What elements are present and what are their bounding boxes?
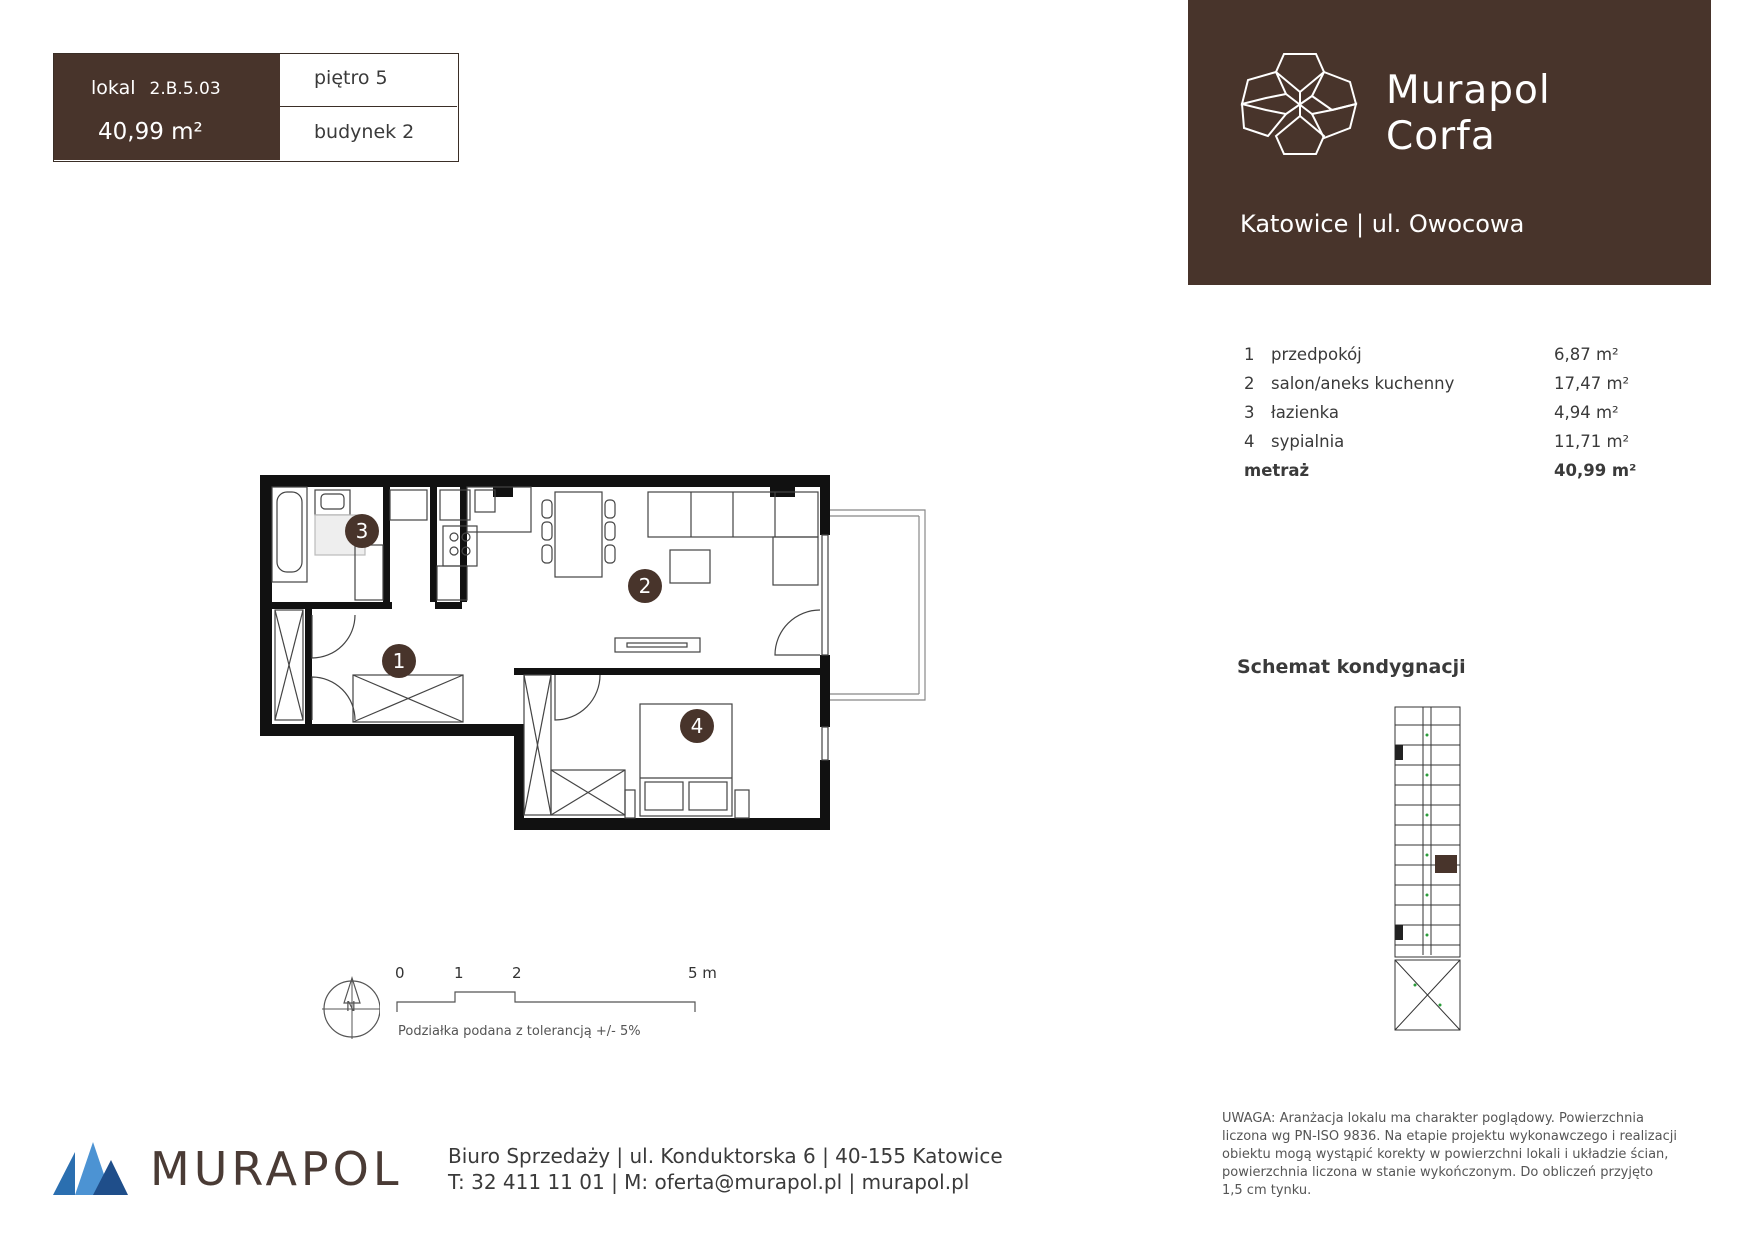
balcony (830, 510, 925, 700)
total-area: 40,99 m² (1554, 461, 1637, 480)
room-number: 2 (1244, 374, 1255, 393)
brand-name (1386, 68, 1551, 160)
room-name: sypialnia (1271, 432, 1345, 451)
scale-tick-0: 0 (395, 964, 405, 982)
room-number: 1 (1244, 345, 1255, 364)
room-area: 4,94 m² (1554, 403, 1619, 422)
room-row (1244, 345, 1644, 374)
schema-title: Schemat kondygnacji (1237, 656, 1466, 678)
room-number: 3 (1244, 403, 1255, 422)
room-number: 4 (1244, 432, 1255, 451)
brand-location: Katowice | ul. Owocowa (1240, 210, 1525, 238)
room-row (1244, 432, 1644, 461)
lokal-id: 2.B.5.03 (149, 79, 221, 99)
room-area: 17,47 m² (1554, 374, 1630, 393)
unit-box-border (53, 53, 459, 162)
scale-tolerance-note: Podziałka podana z tolerancją +/- 5% (398, 1024, 641, 1039)
room-area: 11,71 m² (1554, 432, 1630, 451)
floor-schema-diagram (1385, 705, 1470, 1035)
lokal-label: lokal (91, 77, 136, 99)
schema-unit-highlight (1435, 855, 1457, 873)
room-marker-1: 1 (382, 644, 416, 678)
room-row (1244, 403, 1644, 432)
disclaimer-note (1222, 1110, 1702, 1200)
murapol-logo-text: MURAPOL (150, 1142, 403, 1196)
building-label: budynek 2 (314, 121, 415, 143)
room-name: przedpokój (1271, 345, 1362, 364)
room-name: łazienka (1271, 403, 1340, 422)
scale-tick-5: 5 m (688, 964, 717, 982)
note-line: liczona wg PN-ISO 9836. Na etapie projektu wykonawczego i realizacji (1222, 1129, 1677, 1144)
room-marker-4: 4 (680, 709, 714, 743)
brand-name-line1: Murapol (1386, 68, 1551, 113)
note-line: obiektu mogą wystąpić korekty w powierzchni lokali i układzie ścian, (1222, 1147, 1669, 1162)
sales-office-contact: T: 32 411 11 01 | M: oferta@murapol.pl | murapol.pl (448, 1170, 970, 1194)
room-row (1244, 374, 1644, 403)
room-marker-3: 3 (345, 514, 379, 548)
brand-name-line2: Corfa (1386, 114, 1496, 159)
total-row (1244, 461, 1644, 490)
compass-letter: N (346, 1000, 356, 1015)
room-area: 6,87 m² (1554, 345, 1619, 364)
floor-label: piętro 5 (314, 67, 388, 89)
murapol-logo-icon (53, 1140, 128, 1195)
corfa-logo-icon (1240, 52, 1360, 156)
room-name: salon/aneks kuchenny (1271, 374, 1455, 393)
scale-tick-1: 1 (454, 964, 464, 982)
brand-panel (1188, 0, 1711, 285)
room-marker-2: 2 (628, 569, 662, 603)
note-line: UWAGA: Aranżacja lokalu ma charakter poglądowy. Powierzchnia (1222, 1111, 1644, 1126)
note-line: 1,5 cm tynku. (1222, 1183, 1312, 1198)
scale-tick-2: 2 (512, 964, 522, 982)
sales-office-address: Biuro Sprzedaży | ul. Konduktorska 6 | 40-155 Katowice (448, 1144, 1003, 1168)
total-label: metraż (1244, 461, 1310, 480)
room-table (1244, 345, 1644, 490)
scale-bar (395, 990, 705, 1015)
note-line: powierzchnia liczona w stanie wykończonym. Do obliczeń przyjęto (1222, 1165, 1654, 1180)
unit-area: 40,99 m² (98, 119, 203, 145)
